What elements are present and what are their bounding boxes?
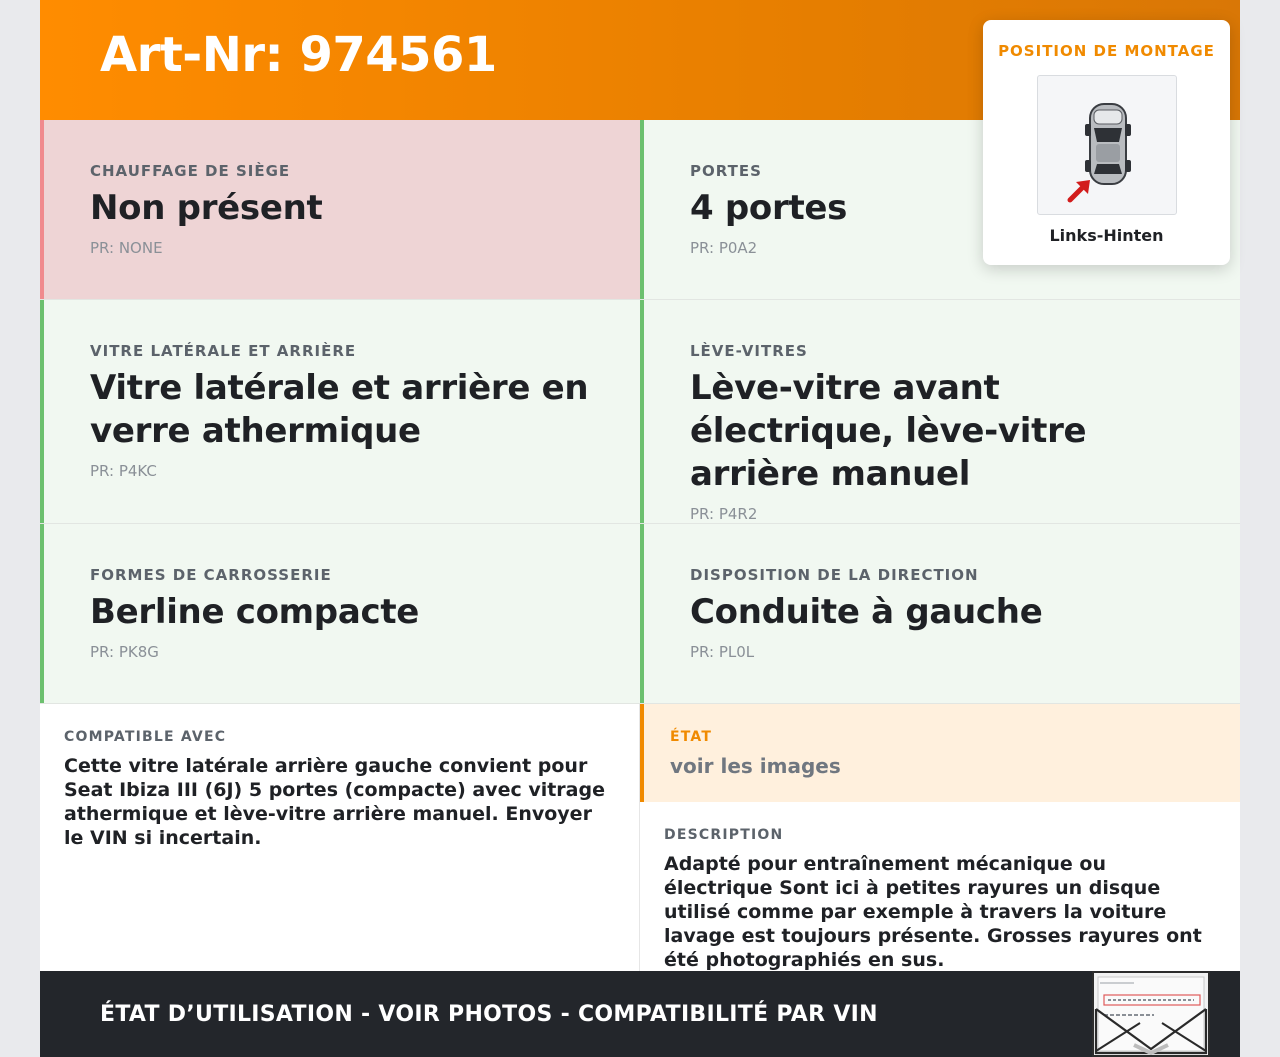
footer-text: ÉTAT D’UTILISATION - VOIR PHOTOS - COMPATIBILITÉ PAR VIN xyxy=(100,1002,878,1027)
compatible-section xyxy=(40,704,640,971)
spec-code: PR: P4KC xyxy=(90,462,157,480)
condition-text: voir les images xyxy=(670,754,841,778)
spec-code: PR: NONE xyxy=(90,239,163,257)
spec-label: DISPOSITION DE LA DIRECTION xyxy=(690,566,979,584)
spec-steering xyxy=(640,524,1240,704)
mounting-position-title: POSITION DE MONTAGE xyxy=(998,42,1215,60)
registration-document-thumbnail[interactable] xyxy=(1092,971,1210,1057)
mounting-position-card xyxy=(983,20,1230,265)
spec-value: Lève-vitre avant électrique, lève-vitre arrière manuel xyxy=(690,368,1087,494)
spec-value: Non présent xyxy=(90,188,323,228)
spec-label: PORTES xyxy=(690,162,762,180)
description-section xyxy=(640,802,1240,971)
spec-seat-heating xyxy=(40,120,640,300)
envelope-document-image xyxy=(1094,973,1208,1055)
divider xyxy=(40,299,1240,300)
compatible-text: Cette vitre latérale arrière gauche convient pour Seat Ibiza III (6J) 5 portes (compacte) avec vitrage athermique et lève-vitre arrière manuel. Envoyer le VIN si incertain. xyxy=(64,755,605,849)
article-number: Art-Nr: 974561 xyxy=(100,27,497,83)
condition-label: ÉTAT xyxy=(670,729,713,745)
condition-section xyxy=(640,704,1240,802)
divider xyxy=(40,523,1240,524)
car-top-view-icon xyxy=(1038,76,1176,214)
footer-bar xyxy=(40,971,1240,1057)
spec-value: Conduite à gauche xyxy=(690,592,1043,632)
spec-side-rear-glass xyxy=(40,300,640,524)
spec-label: FORMES DE CARROSSERIE xyxy=(90,566,332,584)
spec-body-shape xyxy=(40,524,640,704)
spec-code: PR: PL0L xyxy=(690,643,755,661)
spec-code: PR: P0A2 xyxy=(690,239,758,257)
spec-code: PR: P4R2 xyxy=(690,505,758,523)
spec-label: VITRE LATÉRALE ET ARRIÈRE xyxy=(90,342,357,360)
spec-label: CHAUFFAGE DE SIÈGE xyxy=(90,162,291,180)
compatible-label: COMPATIBLE AVEC xyxy=(64,729,227,745)
description-label: DESCRIPTION xyxy=(664,827,784,843)
spec-value: Berline compacte xyxy=(90,592,420,632)
description-text: Adapté pour entraînement mécanique ou électrique Sont ici à petites rayures un disque utilisé comme par exemple à travers la voiture lavage est toujours présente. Grosses rayures ont été photographiés en sus. xyxy=(664,853,1202,971)
mounting-position-label: Links-Hinten xyxy=(1049,226,1164,245)
spec-label: LÈVE-VITRES xyxy=(690,342,808,360)
spec-value: Vitre latérale et arrière en verre athermique xyxy=(90,368,589,451)
spec-window-lifters xyxy=(640,300,1240,524)
spec-code: PR: PK8G xyxy=(90,643,159,661)
car-position-diagram xyxy=(1037,75,1177,215)
spec-value: 4 portes xyxy=(690,188,848,228)
